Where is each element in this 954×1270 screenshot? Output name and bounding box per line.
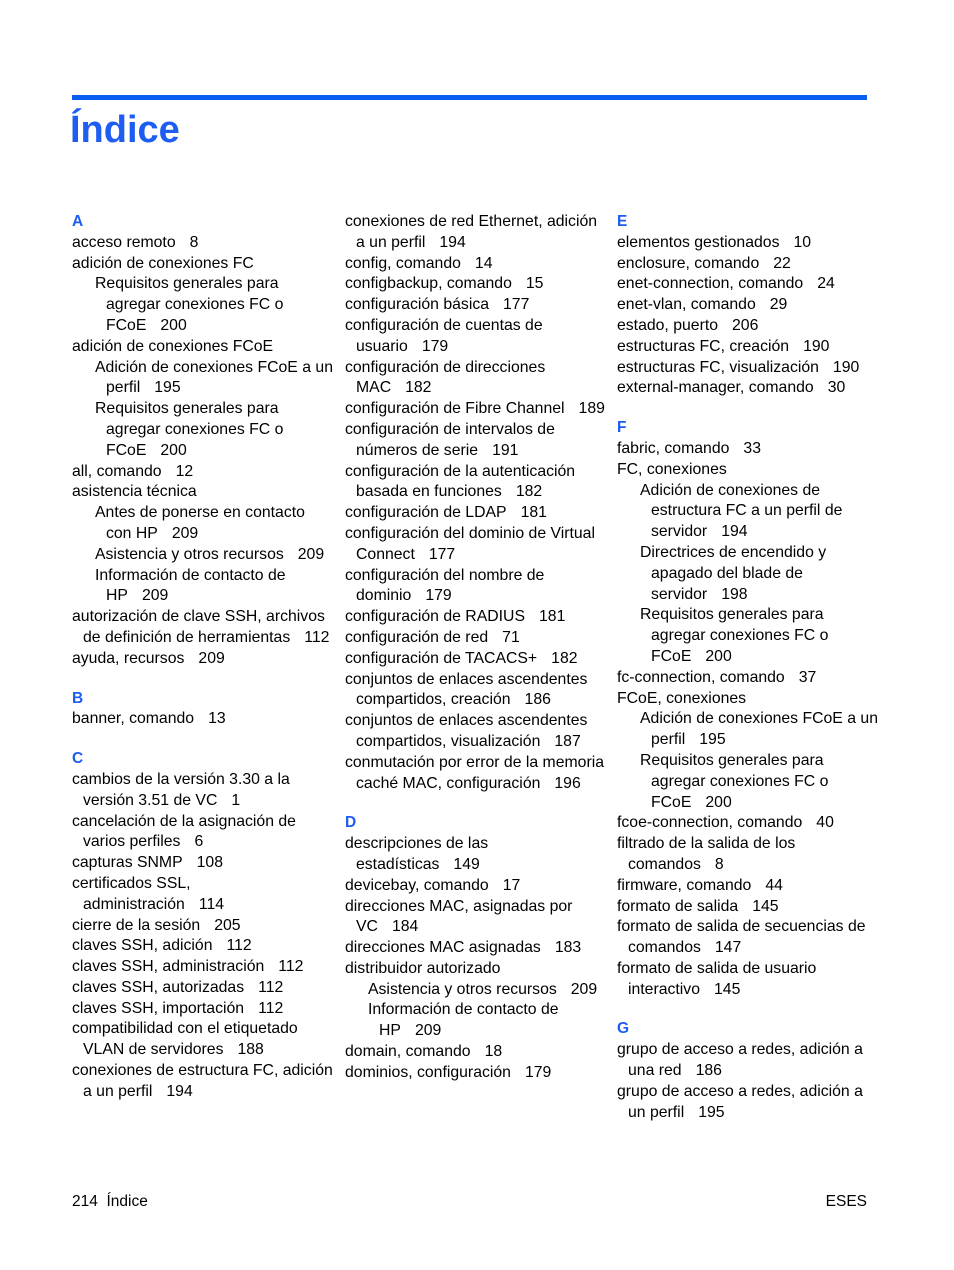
entry-term: configuración del nombre de dominio bbox=[345, 566, 545, 605]
index-entry bbox=[345, 607, 607, 628]
index-entry bbox=[345, 254, 607, 275]
section-letter: C bbox=[72, 750, 84, 768]
index-entry bbox=[345, 274, 607, 295]
entry-term: claves SSH, autorizadas bbox=[72, 978, 245, 996]
footer-lang: ESES bbox=[825, 1193, 867, 1210]
entry-page-link[interactable]: 186 bbox=[524, 691, 551, 709]
entry-term: FCoE, conexiones bbox=[617, 689, 747, 707]
entry-page-link[interactable]: 114 bbox=[198, 895, 225, 913]
entry-page-link[interactable]: 181 bbox=[520, 504, 547, 522]
entry-page-link[interactable]: 37 bbox=[798, 668, 817, 686]
entry-term: Requisitos generales para agregar conexiones FC o FCoE bbox=[95, 275, 284, 334]
entry-term: claves SSH, administración bbox=[72, 958, 265, 976]
entry-page-link[interactable]: 206 bbox=[732, 316, 759, 334]
entry-term: certificados SSL, administración bbox=[72, 874, 191, 913]
entry-term: formato de salida de secuencias de comandos bbox=[617, 918, 866, 957]
section-letter: B bbox=[72, 689, 84, 707]
entry-term: adición de conexiones FC bbox=[72, 254, 254, 272]
entry-page-link[interactable]: 8 bbox=[189, 233, 199, 251]
index-entry bbox=[617, 959, 879, 1001]
index-entry bbox=[345, 358, 607, 400]
entry-page-link[interactable]: 182 bbox=[551, 649, 578, 667]
index-entry bbox=[72, 957, 334, 978]
index-entry bbox=[617, 876, 879, 897]
entry-page-link[interactable]: 209 bbox=[414, 1022, 442, 1040]
entry-term: configuración de direcciones MAC bbox=[345, 358, 546, 397]
index-entry bbox=[617, 316, 879, 337]
index-entry bbox=[345, 628, 607, 649]
entry-page-link[interactable]: 1 bbox=[231, 791, 241, 809]
index-entry bbox=[617, 813, 879, 834]
index-entry bbox=[345, 897, 607, 939]
entry-page-link[interactable]: 12 bbox=[175, 462, 194, 480]
section-letter: A bbox=[72, 213, 84, 230]
index-entry bbox=[617, 897, 879, 918]
entry-page-link[interactable]: 147 bbox=[714, 939, 742, 957]
index-entry bbox=[345, 959, 607, 980]
index-entry bbox=[72, 607, 334, 649]
entry-page-link[interactable]: 198 bbox=[721, 585, 748, 603]
index-entry bbox=[345, 834, 607, 876]
index-entry bbox=[345, 212, 607, 254]
entry-term: conexiones de estructura FC, adición a un perfil bbox=[72, 1062, 333, 1100]
entry-term: external-manager, comando bbox=[617, 379, 814, 397]
entry-page-link[interactable]: 190 bbox=[803, 337, 830, 355]
entry-page-link[interactable]: 22 bbox=[773, 254, 791, 272]
index-entry bbox=[345, 649, 607, 670]
index-entry bbox=[345, 566, 607, 608]
entry-term: devicebay, comando bbox=[345, 876, 489, 894]
entry-term: Directrices de encendido y apagado del blade de servidor bbox=[640, 543, 827, 603]
entry-page-link[interactable]: 112 bbox=[258, 978, 284, 996]
index-entry bbox=[345, 399, 607, 420]
entry-page-link[interactable]: 149 bbox=[453, 855, 480, 873]
entry-term: Requisitos generales para agregar conexiones FC o FCoE bbox=[95, 400, 284, 459]
entry-page-link[interactable]: 112 bbox=[258, 999, 284, 1017]
entry-term: dominios, configuración bbox=[345, 1063, 511, 1081]
entry-page-link[interactable]: 40 bbox=[816, 814, 834, 832]
index-subentry bbox=[72, 545, 334, 566]
entry-page-link[interactable]: 186 bbox=[695, 1062, 722, 1080]
index-subentry bbox=[345, 980, 607, 1001]
entry-term: configuración de la autenticación basada en funciones bbox=[345, 462, 576, 501]
index-section bbox=[72, 689, 334, 731]
entry-term: formato de salida de usuario interactivo bbox=[617, 959, 817, 998]
index-entry bbox=[72, 978, 334, 999]
entry-term: Asistencia y otros recursos bbox=[368, 980, 557, 998]
entry-term: conexiones de red Ethernet, adición a un perfil bbox=[345, 213, 598, 251]
index-subentry bbox=[617, 543, 879, 605]
index-entry bbox=[345, 295, 607, 316]
index-entry bbox=[617, 337, 879, 358]
entry-term: direcciones MAC asignadas bbox=[345, 939, 541, 957]
index-entry bbox=[345, 876, 607, 897]
entry-page-link[interactable]: 181 bbox=[539, 608, 566, 626]
entry-page-link[interactable]: 44 bbox=[765, 876, 783, 894]
index-entry bbox=[72, 709, 334, 730]
index-column-1 bbox=[72, 212, 334, 1103]
index-section bbox=[617, 1019, 879, 1123]
entry-term: cambios de la versión 3.30 a la versión 3.51 de VC bbox=[72, 770, 290, 809]
index-entry bbox=[72, 812, 334, 854]
entry-page-link[interactable]: 182 bbox=[515, 483, 543, 501]
entry-page-link[interactable]: 8 bbox=[714, 855, 724, 873]
entry-term: conjuntos de enlaces ascendentes compartidos, creación bbox=[345, 670, 588, 709]
index-entry bbox=[72, 233, 334, 254]
entry-term: estructuras FC, visualización bbox=[617, 358, 819, 376]
entry-page-link[interactable]: 194 bbox=[166, 1082, 193, 1100]
index-entry bbox=[345, 503, 607, 524]
entry-term: Adición de conexiones FCoE a un perfil bbox=[95, 358, 333, 397]
entry-page-link[interactable]: 205 bbox=[214, 916, 241, 934]
index-entry bbox=[617, 295, 879, 316]
index-section bbox=[617, 212, 879, 399]
entry-page-link[interactable]: 29 bbox=[769, 296, 788, 314]
entry-term: fcoe-connection, comando bbox=[617, 814, 803, 832]
entry-term: configuración de red bbox=[345, 628, 489, 646]
entry-page-link[interactable]: 184 bbox=[391, 918, 419, 936]
entry-page-link[interactable]: 6 bbox=[194, 833, 204, 851]
entry-term: grupo de acceso a redes, adición a un perfil bbox=[617, 1082, 863, 1121]
entry-page-link[interactable]: 194 bbox=[721, 523, 748, 541]
index-subentry bbox=[72, 274, 334, 336]
entry-term: configuración de TACACS+ bbox=[345, 649, 538, 667]
index-entry bbox=[617, 1082, 879, 1124]
entry-term: all, comando bbox=[72, 462, 162, 480]
entry-term: Adición de conexiones de estructura FC a un perfil de servidor bbox=[640, 481, 843, 541]
index-entry bbox=[72, 1019, 334, 1061]
entry-term: Requisitos generales para agregar conexiones FC o FCoE bbox=[640, 606, 829, 665]
entry-page-link[interactable]: 112 bbox=[304, 628, 330, 646]
entry-term: Asistencia y otros recursos bbox=[95, 545, 284, 563]
entry-term: enet-connection, comando bbox=[617, 275, 804, 293]
entry-page-link[interactable]: 194 bbox=[439, 233, 466, 251]
entry-page-link[interactable]: 177 bbox=[503, 296, 530, 314]
entry-term: elementos gestionados bbox=[617, 233, 780, 251]
entry-term: compatibilidad con el etiquetado VLAN de servidores bbox=[72, 1020, 298, 1059]
entry-term: ayuda, recursos bbox=[72, 649, 185, 667]
entry-term: configuración básica bbox=[345, 296, 490, 314]
index-subentry bbox=[617, 751, 879, 813]
index-subentry bbox=[72, 358, 334, 400]
index-entry bbox=[72, 482, 334, 503]
entry-term: capturas SNMP bbox=[72, 854, 183, 872]
index-entry bbox=[72, 853, 334, 874]
entry-term: filtrado de la salida de los comandos bbox=[617, 835, 796, 873]
index-subentry bbox=[72, 399, 334, 461]
index-entry bbox=[617, 917, 879, 959]
index-column-2 bbox=[345, 212, 607, 1084]
entry-term: fabric, comando bbox=[617, 439, 730, 457]
index-subentry bbox=[72, 503, 334, 545]
index-entry bbox=[345, 316, 607, 358]
index-entry bbox=[72, 462, 334, 483]
entry-term: asistencia técnica bbox=[72, 483, 197, 501]
index-entry bbox=[345, 1042, 607, 1063]
entry-page-link[interactable]: 108 bbox=[196, 854, 223, 872]
entry-term: configuración de Fibre Channel bbox=[345, 400, 565, 418]
entry-page-link[interactable]: 15 bbox=[525, 275, 544, 293]
entry-page-link[interactable]: 187 bbox=[554, 732, 581, 750]
entry-term: configbackup, comando bbox=[345, 275, 512, 293]
section-letter: E bbox=[617, 213, 628, 230]
page-title: Índice bbox=[70, 109, 180, 151]
entry-term: cancelación de la asignación de varios perfiles bbox=[72, 812, 296, 851]
entry-page-link[interactable]: 179 bbox=[524, 1063, 552, 1081]
index-subentry bbox=[617, 481, 879, 543]
entry-page-link[interactable]: 71 bbox=[502, 628, 520, 646]
entry-term: distribuidor autorizado bbox=[345, 959, 501, 977]
entry-page-link[interactable]: 24 bbox=[817, 275, 835, 293]
index-entry bbox=[617, 254, 879, 275]
index-entry bbox=[72, 874, 334, 916]
entry-page-link[interactable]: 200 bbox=[160, 316, 187, 334]
index-section bbox=[617, 418, 879, 1000]
section-letter: D bbox=[345, 814, 357, 832]
index-entry bbox=[72, 770, 334, 812]
entry-term: conjuntos de enlaces ascendentes compartidos, visualización bbox=[345, 712, 588, 750]
entry-page-link[interactable]: 145 bbox=[714, 980, 741, 998]
entry-page-link[interactable]: 30 bbox=[827, 379, 846, 397]
index-column-3 bbox=[617, 212, 879, 1123]
entry-page-link[interactable]: 112 bbox=[278, 958, 304, 976]
entry-page-link[interactable]: 18 bbox=[484, 1043, 503, 1061]
index-entry bbox=[617, 689, 879, 710]
index-entry bbox=[345, 938, 607, 959]
index-entry bbox=[345, 753, 607, 795]
entry-term: grupo de acceso a redes, adición a una red bbox=[617, 1041, 863, 1080]
entry-term: enclosure, comando bbox=[617, 254, 760, 272]
entry-term: fc-connection, comando bbox=[617, 668, 785, 686]
index-entry bbox=[617, 1040, 879, 1082]
index-entry bbox=[617, 274, 879, 295]
entry-page-link[interactable]: 195 bbox=[698, 1103, 725, 1121]
index-entry bbox=[72, 936, 334, 957]
index-entry bbox=[617, 834, 879, 876]
index-entry bbox=[72, 1061, 334, 1103]
index-entry bbox=[345, 462, 607, 504]
entry-term: domain, comando bbox=[345, 1043, 471, 1061]
entry-term: firmware, comando bbox=[617, 876, 752, 894]
entry-page-link[interactable]: 209 bbox=[297, 545, 325, 563]
entry-term: configuración de LDAP bbox=[345, 504, 507, 522]
index-entry bbox=[617, 378, 879, 399]
entry-page-link[interactable]: 209 bbox=[570, 980, 598, 998]
index-entry bbox=[345, 1063, 607, 1084]
entry-term: Antes de ponerse en contacto con HP bbox=[95, 504, 305, 542]
entry-page-link[interactable]: 195 bbox=[699, 731, 726, 749]
entry-page-link[interactable]: 183 bbox=[554, 939, 582, 957]
section-letter: F bbox=[617, 419, 627, 437]
index-subentry bbox=[617, 709, 879, 751]
index-section bbox=[72, 749, 334, 1103]
entry-page-link[interactable]: 179 bbox=[421, 337, 449, 355]
entry-page-link[interactable]: 179 bbox=[425, 587, 452, 605]
entry-term: configuración de cuentas de usuario bbox=[345, 316, 543, 355]
entry-term: FC, conexiones bbox=[617, 460, 727, 478]
entry-term: configuración de RADIUS bbox=[345, 608, 525, 626]
entry-page-link[interactable]: 191 bbox=[492, 441, 519, 459]
entry-page-link[interactable]: 112 bbox=[226, 937, 252, 955]
entry-page-link[interactable]: 33 bbox=[743, 439, 761, 457]
entry-term: conmutación por error de la memoria caché MAC, configuración bbox=[345, 753, 605, 792]
entry-term: banner, comando bbox=[72, 710, 195, 728]
index-entry bbox=[345, 711, 607, 753]
index-entry bbox=[617, 668, 879, 689]
entry-term: autorización de clave SSH, archivos de definición de herramientas bbox=[72, 608, 325, 646]
index-entry bbox=[617, 439, 879, 460]
entry-term: estado, puerto bbox=[617, 316, 718, 334]
index-section bbox=[345, 813, 607, 1083]
entry-term: config, comando bbox=[345, 254, 461, 272]
footer-left bbox=[72, 1192, 148, 1212]
entry-term: Adición de conexiones FCoE a un perfil bbox=[640, 710, 878, 749]
entry-term: claves SSH, importación bbox=[72, 999, 245, 1017]
index-entry bbox=[72, 999, 334, 1020]
section-letter: G bbox=[617, 1020, 630, 1038]
index-entry bbox=[72, 337, 334, 358]
index-section bbox=[72, 212, 334, 670]
footer-section: Índice bbox=[106, 1193, 148, 1210]
entry-page-link[interactable]: 182 bbox=[405, 379, 432, 397]
entry-page-link[interactable]: 13 bbox=[208, 710, 226, 728]
index-entry bbox=[617, 358, 879, 379]
index-section bbox=[345, 212, 607, 794]
entry-page-link[interactable]: 200 bbox=[705, 647, 732, 665]
entry-page-link[interactable]: 188 bbox=[237, 1041, 264, 1059]
entry-term: Información de contacto de HP bbox=[368, 1001, 559, 1040]
entry-term: enet-vlan, comando bbox=[617, 296, 756, 314]
index-entry bbox=[617, 233, 879, 254]
index-entry bbox=[345, 524, 607, 566]
entry-term: cierre de la sesión bbox=[72, 916, 201, 934]
entry-page-link[interactable]: 14 bbox=[474, 254, 493, 272]
entry-page-link[interactable]: 209 bbox=[171, 524, 199, 542]
entry-term: descripciones de las estadísticas bbox=[345, 835, 489, 873]
entry-page-link[interactable]: 10 bbox=[793, 233, 812, 251]
entry-page-link[interactable]: 189 bbox=[578, 400, 605, 418]
entry-term: Información de contacto de HP bbox=[95, 566, 286, 605]
entry-term: configuración del dominio de Virtual Connect bbox=[345, 524, 595, 563]
entry-term: direcciones MAC, asignadas por VC bbox=[345, 897, 573, 936]
entry-term: estructuras FC, creación bbox=[617, 337, 790, 355]
index-subentry bbox=[617, 605, 879, 667]
entry-page-link[interactable]: 209 bbox=[141, 587, 169, 605]
index-entry bbox=[72, 254, 334, 275]
entry-term: acceso remoto bbox=[72, 233, 176, 251]
entry-page-link[interactable]: 196 bbox=[554, 774, 581, 792]
index-entry bbox=[617, 460, 879, 481]
entry-term: Requisitos generales para agregar conexiones FC o FCoE bbox=[640, 751, 829, 811]
index-entry bbox=[72, 649, 334, 670]
index-subentry bbox=[72, 566, 334, 608]
title-rule bbox=[72, 95, 867, 100]
footer-page-number: 214 bbox=[72, 1193, 98, 1210]
entry-page-link[interactable]: 200 bbox=[160, 441, 187, 459]
entry-page-link[interactable]: 209 bbox=[198, 649, 225, 667]
index-entry bbox=[72, 916, 334, 937]
entry-term: claves SSH, adición bbox=[72, 937, 213, 955]
entry-page-link[interactable]: 145 bbox=[752, 897, 779, 915]
entry-page-link[interactable]: 17 bbox=[502, 876, 521, 894]
entry-page-link[interactable]: 195 bbox=[154, 379, 181, 397]
entry-term: adición de conexiones FCoE bbox=[72, 337, 274, 355]
entry-page-link[interactable]: 177 bbox=[428, 545, 456, 563]
entry-page-link[interactable]: 200 bbox=[705, 793, 732, 811]
index-subentry bbox=[345, 1000, 607, 1042]
entry-page-link[interactable]: 190 bbox=[832, 358, 860, 376]
entry-term: configuración de intervalos de números de serie bbox=[345, 420, 555, 459]
index-entry bbox=[345, 420, 607, 462]
entry-term: formato de salida bbox=[617, 897, 739, 915]
index-entry bbox=[345, 670, 607, 712]
